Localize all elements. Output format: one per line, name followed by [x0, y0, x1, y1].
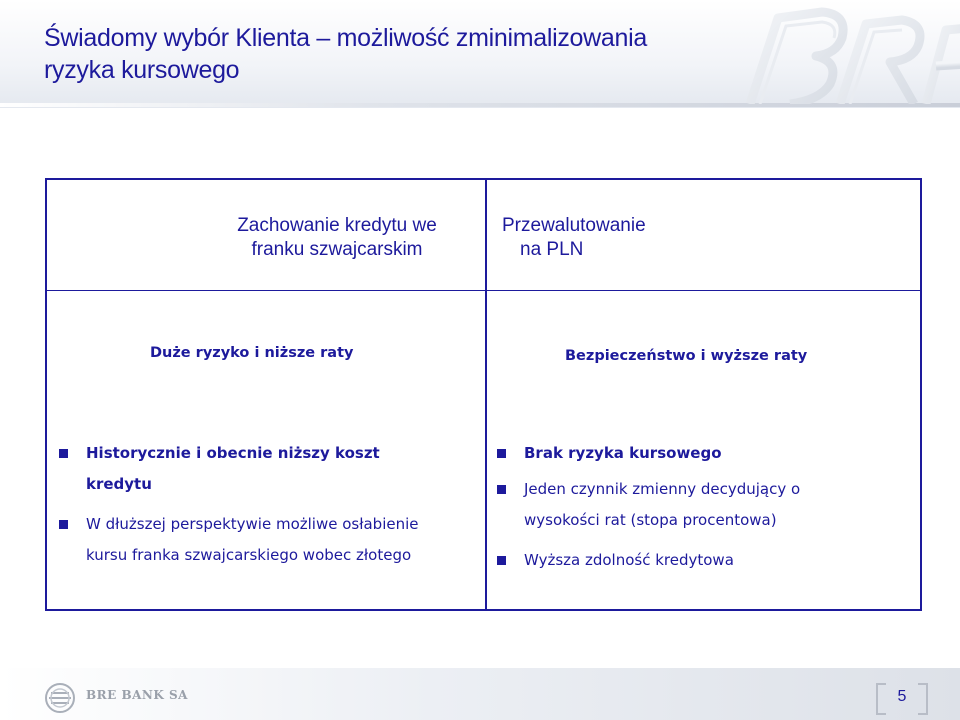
- table-row-divider: [47, 290, 920, 291]
- bullet-text-line: Wyższa zdolność kredytowa: [524, 551, 734, 569]
- comparison-table: [45, 178, 922, 611]
- slide-title-line-2: ryzyka kursowego: [44, 56, 240, 84]
- table-column-divider: [485, 180, 487, 609]
- bullet-text-line: kredytu: [86, 475, 152, 493]
- list-item: [497, 545, 917, 576]
- square-bullet-icon: [497, 449, 506, 458]
- right-bullet-list: [497, 438, 917, 576]
- bullet-text-line: kursu franka szwajcarskiego wobec złotego: [86, 546, 412, 564]
- page-number: 5: [897, 688, 907, 705]
- list-item: [497, 438, 917, 469]
- bullet-text-line: wysokości rat (stopa procentowa): [524, 511, 777, 529]
- bullet-text-line: W dłuższej perspektywie możliwe osłabienie: [86, 515, 419, 533]
- bre-bank-logo-icon: [43, 682, 77, 714]
- bullet-text-line: Jeden czynnik zmienny decydujący o: [524, 480, 801, 498]
- left-heading-line-1: Zachowanie kredytu we: [237, 215, 437, 236]
- left-heading-line-2: franku szwajcarskim: [251, 239, 423, 260]
- slide-title-line-1: Świadomy wybór Klienta – możliwość zminimalizowania: [44, 24, 647, 52]
- footer-brand-name: BRE BANK SA: [86, 688, 188, 702]
- bullet-text-line: Brak ryzyka kursowego: [524, 444, 722, 462]
- right-heading-line-1: Przewalutowanie: [502, 215, 646, 236]
- list-item: [497, 474, 917, 536]
- square-bullet-icon: [59, 449, 68, 458]
- bullet-text-line: Historycznie i obecnie niższy koszt: [86, 444, 380, 462]
- list-item: [59, 509, 469, 571]
- right-subheading: Bezpieczeństwo i wyższe raty: [565, 348, 808, 364]
- list-item: [59, 438, 469, 500]
- square-bullet-icon: [497, 556, 506, 565]
- left-subheading: Duże ryzyko i niższe raty: [150, 345, 354, 361]
- left-column-heading: [207, 214, 467, 262]
- right-heading-line-2: na PLN: [520, 239, 584, 260]
- left-bullet-list: [59, 438, 469, 571]
- square-bullet-icon: [59, 520, 68, 529]
- bre-logo-watermark-icon: [730, 0, 960, 104]
- slide-title: [44, 22, 744, 86]
- right-column-heading: [502, 214, 712, 262]
- square-bullet-icon: [497, 485, 506, 494]
- page-number-box: [876, 683, 928, 713]
